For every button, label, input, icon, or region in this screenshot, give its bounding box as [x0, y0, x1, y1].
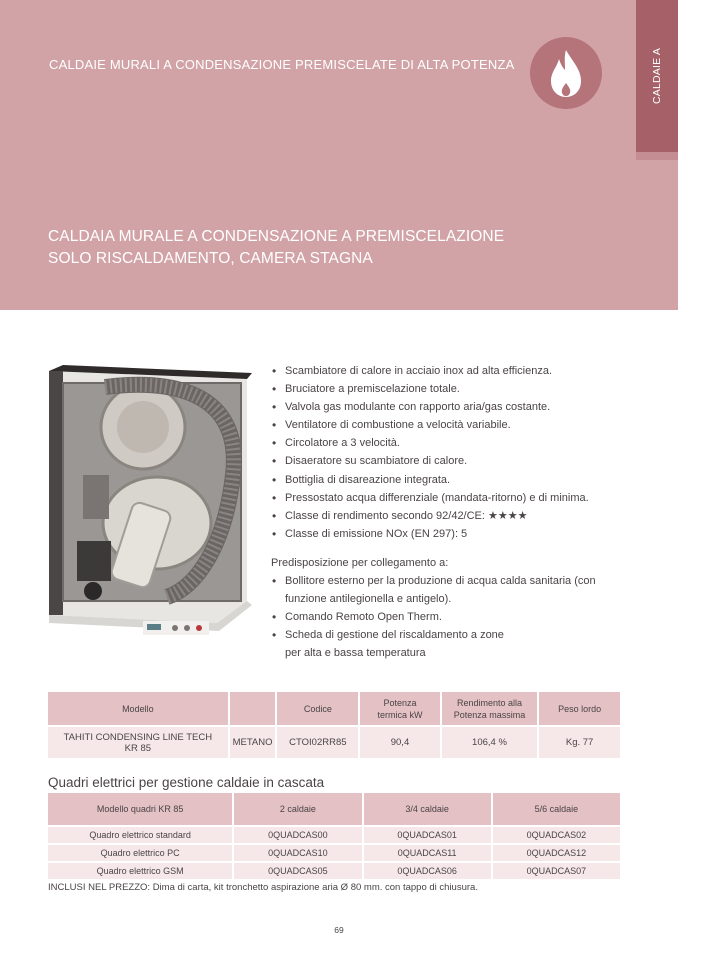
- predisposition-item-line: • Bollitore esterno per la produzione di acqua calda sanitaria (con: [285, 574, 596, 587]
- cell: 0QUADCAS10: [234, 845, 361, 861]
- cell-codice: CTOI02RR85: [277, 727, 358, 758]
- feature-item: • Disaeratore su scambiatore di calore.: [271, 452, 611, 470]
- cell: 0QUADCAS12: [493, 845, 620, 861]
- page-number: 69: [334, 925, 344, 935]
- included-note: INCLUSI NEL PREZZO: Dima di carta, kit tronchetto aspirazione aria Ø 80 mm. con tappo di chiusura.: [48, 882, 478, 893]
- cell-modello-line: KR 85: [124, 742, 152, 754]
- section-supertitle: CALDAIE MURALI A CONDENSAZIONE PREMISCELATE DI ALTA POTENZA: [49, 57, 515, 72]
- feature-item: • Valvola gas modulante con rapporto aria/gas costante.: [271, 398, 611, 416]
- side-section-tab: [636, 0, 705, 152]
- col-header-rendimento-line: Potenza massima: [453, 709, 526, 720]
- feature-item: • Classe di rendimento secondo 92/42/CE: ★★★★: [271, 507, 611, 525]
- col-header: Modello quadri KR 85: [48, 793, 232, 825]
- cell: 0QUADCAS00: [234, 827, 361, 843]
- cell: Quadro elettrico standard: [48, 827, 232, 843]
- header-band: [0, 0, 705, 310]
- feature-item: • Bruciatore a premiscelazione totale.: [271, 380, 611, 398]
- predisposition-item-line: per alta e bassa temperatura: [285, 647, 426, 660]
- cell: Quadro elettrico GSM: [48, 863, 232, 879]
- predisposition-item-line: • Comando Remoto Open Therm.: [285, 611, 442, 624]
- cell-rendimento: 106,4 %: [442, 727, 537, 758]
- cell: 0QUADCAS06: [364, 863, 491, 879]
- cell: 0QUADCAS02: [493, 827, 620, 843]
- col-header-potenza-line: termica kW: [377, 709, 423, 720]
- table-row: [48, 863, 620, 879]
- col-header-potenza-line: Potenza: [383, 697, 417, 708]
- feature-item: • Bottiglia di disareazione integrata.: [271, 471, 611, 489]
- cell-modello-line: TAHITI CONDENSING LINE TECH: [63, 731, 213, 743]
- cell-gas: METANO: [230, 727, 276, 758]
- col-header-rendimento: [442, 692, 537, 725]
- table-row: [48, 845, 620, 861]
- cell: 0QUADCAS05: [234, 863, 361, 879]
- predisposition-item-line: funzione antilegionella e antigelo).: [285, 593, 452, 606]
- side-tab-accent: [636, 152, 678, 160]
- cell: 0QUADCAS01: [364, 827, 491, 843]
- cell: 0QUADCAS07: [493, 863, 620, 879]
- predisposition-heading: Predisposizione per collegamento a:: [271, 556, 449, 569]
- cell-potenza: 90,4: [360, 727, 440, 758]
- table-header-row: [48, 692, 620, 725]
- cell: 0QUADCAS11: [364, 845, 491, 861]
- cell-modello: [48, 727, 228, 758]
- cascade-panels-table: [46, 791, 622, 881]
- table-row: [48, 827, 620, 843]
- boiler-product-image: [47, 365, 252, 643]
- page-title: [48, 226, 504, 270]
- predisposition-item: [271, 608, 611, 626]
- feature-item: • Scambiatore di calore in acciaio inox ad alta efficienza.: [271, 362, 611, 380]
- col-header-rendimento-line: Rendimento alla: [456, 697, 522, 708]
- page-title-line-1: CALDAIA MURALE A CONDENSAZIONE A PREMISCELAZIONE: [48, 228, 505, 245]
- col-header: 5/6 caldaie: [493, 793, 620, 825]
- flame-icon: [530, 37, 602, 109]
- cell-peso: Kg. 77: [539, 727, 620, 758]
- col-header: 2 caldaie: [234, 793, 361, 825]
- col-header-potenza: [360, 692, 440, 725]
- col-header-blank: [230, 692, 276, 725]
- predisposition-item-line: • Scheda di gestione del riscaldamento a zone: [285, 629, 504, 642]
- predisposition-block: [271, 554, 611, 662]
- col-header-peso: Peso lordo: [539, 692, 620, 725]
- cell: Quadro elettrico PC: [48, 845, 232, 861]
- predisposition-item: [271, 626, 611, 662]
- feature-item: • Ventilatore di combustione a velocità variabile.: [271, 416, 611, 434]
- feature-list: [271, 362, 611, 662]
- feature-item: • Classe di emissione NOx (EN 297): 5: [271, 525, 611, 543]
- table-row: [48, 727, 620, 758]
- section-title: Quadri elettrici per gestione caldaie in cascata: [48, 775, 325, 790]
- table-header-row: [48, 793, 620, 825]
- side-tab-label: CALDAIE A CONDENSAZIONE: [651, 28, 705, 124]
- product-spec-table: [46, 690, 622, 760]
- col-header-modello: Modello: [48, 692, 228, 725]
- col-header-codice: Codice: [277, 692, 358, 725]
- predisposition-item: [271, 572, 611, 608]
- col-header: 3/4 caldaie: [364, 793, 491, 825]
- feature-item: • Circolatore a 3 velocità.: [271, 434, 611, 452]
- page-title-line-2: SOLO RISCALDAMENTO, CAMERA STAGNA: [48, 250, 373, 267]
- feature-item: • Pressostato acqua differenziale (mandata-ritorno) e di minima.: [271, 489, 611, 507]
